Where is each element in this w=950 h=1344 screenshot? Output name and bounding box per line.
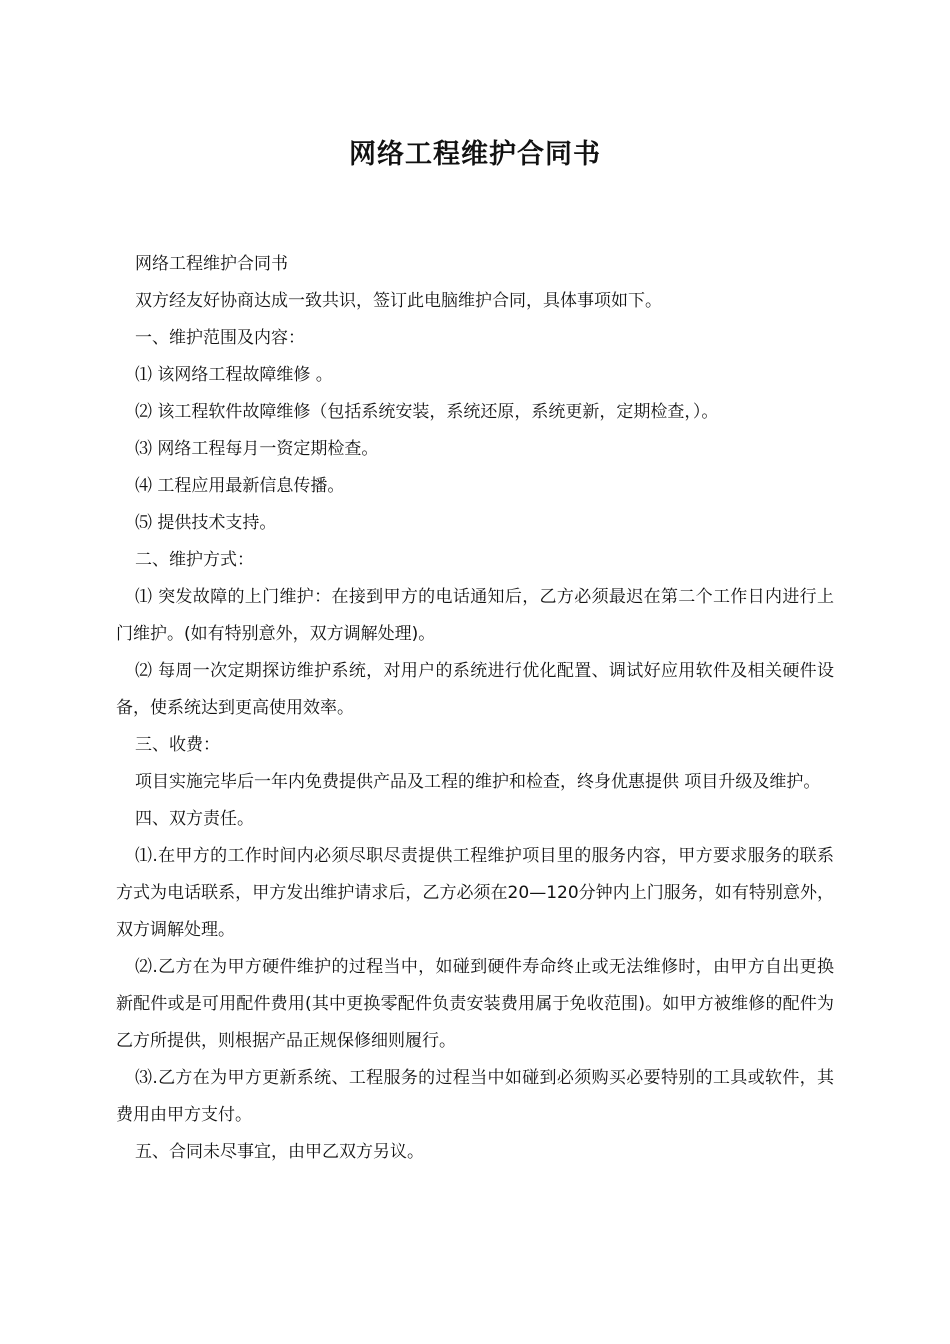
list-item: ⑴ 突发故障的上门维护：在接到甲方的电话通知后，乙方必须最迟在第二个工作日内进行上门维护。(如有特别意外，双方调解处理)。	[116, 587, 834, 644]
list-item: ⑶ 网络工程每月一资定期检查。	[135, 439, 379, 459]
section-heading-fees: 三、收费：	[135, 735, 220, 755]
list-item: ⑶.乙方在为甲方更新系统、工程服务的过程当中如碰到必须购买必要特别的工具或软件，其费用由甲方支付。	[116, 1068, 834, 1125]
list-item: ⑵ 每周一次定期探访维护系统，对用户的系统进行优化配置、调试好应用软件及相关硬件设备，使系统达到更高使用效率。	[116, 661, 834, 718]
section-heading-method: 二、维护方式：	[135, 550, 254, 570]
document-body	[116, 246, 834, 1171]
list-item: ⑵ 该工程软件故障维修（包括系统安装，系统还原，系统更新，定期检查，）。	[135, 402, 719, 422]
section-heading-scope: 一、维护范围及内容：	[135, 328, 305, 348]
paragraph-fees: 项目实施完毕后一年内免费提供产品及工程的维护和检查，终身优惠提供 项目升级及维护。	[135, 772, 821, 792]
paragraph-subtitle: 网络工程维护合同书	[135, 254, 288, 274]
list-item: ⑵.乙方在为甲方硬件维护的过程当中，如碰到硬件寿命终止或无法维修时，由甲方自出更换新配件或是可用配件费用(其中更换零配件负责安装费用属于免收范围)。如甲方被维修的配件为乙方所提供，则根据产品正规保修细则履行。	[116, 957, 834, 1051]
section-heading-other: 五、合同未尽事宜，由甲乙双方另议。	[135, 1142, 424, 1162]
list-item: ⑴.在甲方的工作时间内必须尽职尽责提供工程维护项目里的服务内容，甲方要求服务的联系方式为电话联系，甲方发出维护请求后，乙方必须在20—120分钟内上门服务，如有特别意外，双方调解处理。	[116, 846, 834, 940]
list-item: ⑴ 该网络工程故障维修 。	[135, 365, 333, 385]
paragraph-intro: 双方经友好协商达成一致共识，签订此电脑维护合同，具体事项如下。	[135, 291, 662, 311]
document-title: 网络工程维护合同书	[349, 139, 601, 170]
list-item: ⑷ 工程应用最新信息传播。	[135, 476, 345, 496]
list-item: ⑸ 提供技术支持。	[135, 513, 277, 533]
section-heading-responsibilities: 四、双方责任。	[135, 809, 254, 829]
